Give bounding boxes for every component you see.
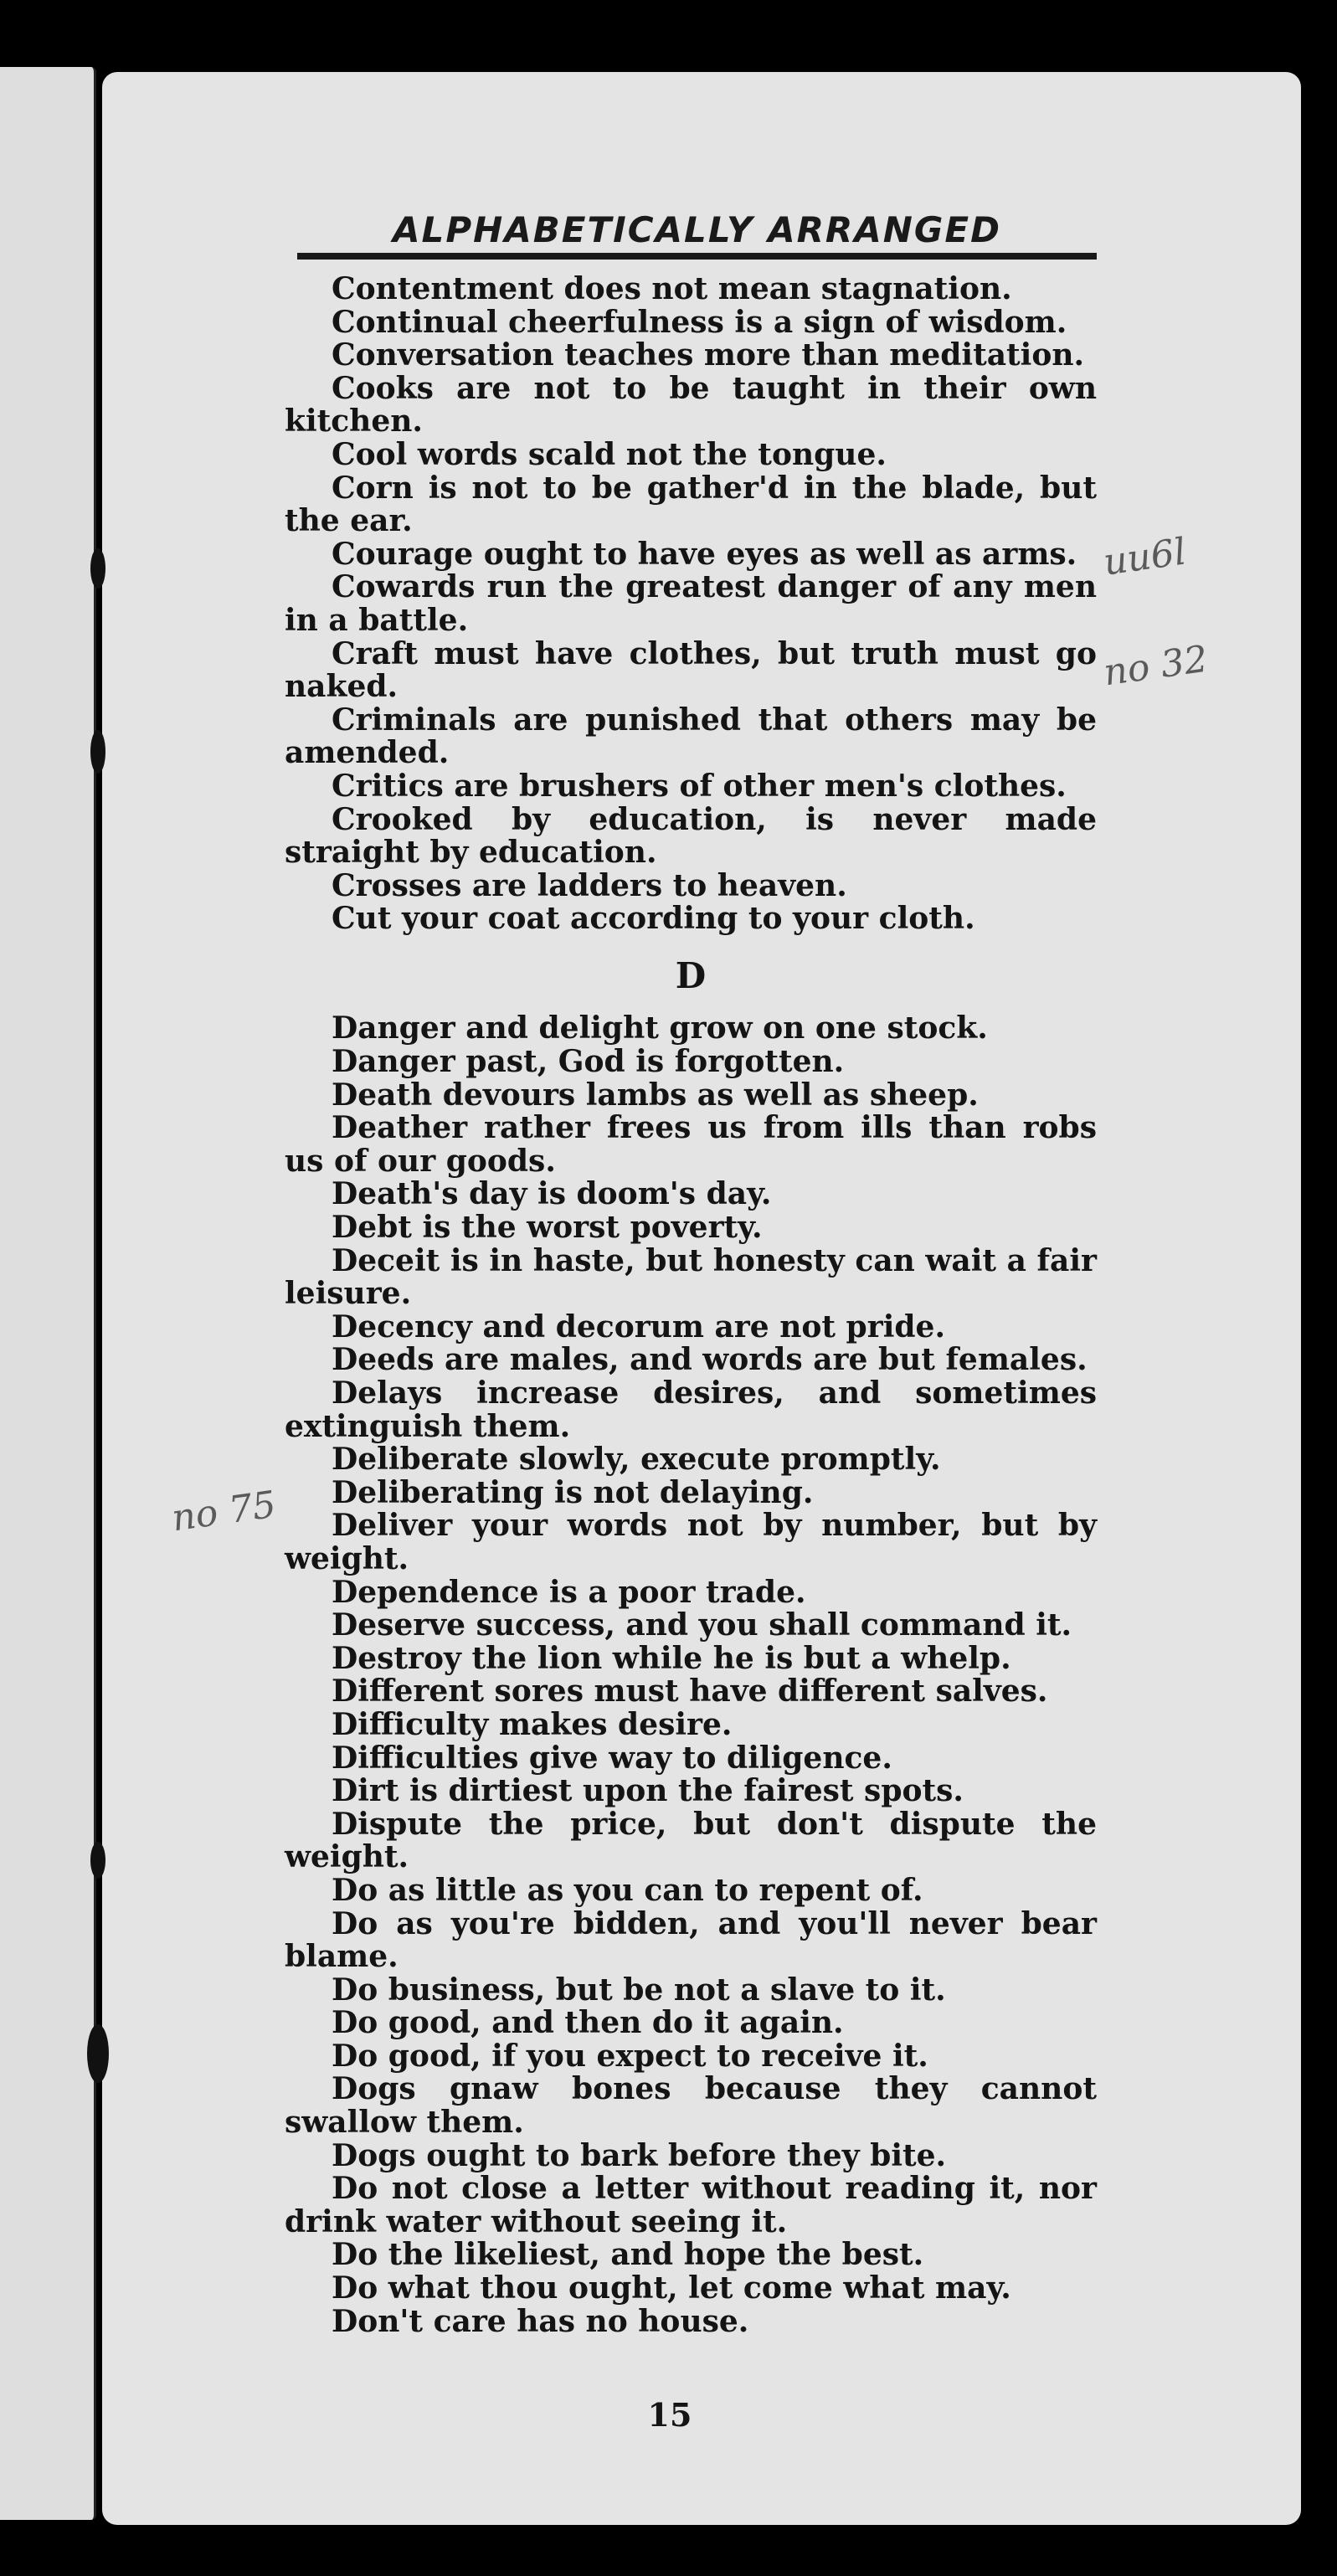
proverbs-d-list bbox=[285, 1012, 1097, 2338]
proverb-line: Cowards run the greatest danger of any men in a battle. bbox=[285, 569, 1097, 638]
proverb-line: Dogs ought to bark before they bite. bbox=[332, 2137, 947, 2173]
proverb-line: Don't care has no house. bbox=[332, 2303, 749, 2339]
proverb-line: Do the likeliest, and hope the best. bbox=[332, 2237, 924, 2273]
proverb-line: Danger past, God is forgotten. bbox=[332, 1044, 845, 1080]
proverb-line: Criminals are punished that others may be amended. bbox=[285, 702, 1097, 771]
proverb-line: Dirt is dirtiest upon the fairest spots. bbox=[332, 1773, 964, 1809]
proverb-line: Deceit is in haste, but honesty can wait a fair leisure. bbox=[285, 1242, 1097, 1312]
proverb-line: Do good, and then do it again. bbox=[332, 2005, 844, 2041]
proverb-line: Do as little as you can to repent of. bbox=[332, 1872, 923, 1908]
proverb-line: Dependence is a poor trade. bbox=[332, 1574, 806, 1610]
proverb-line: Cut your coat according to your cloth. bbox=[332, 901, 975, 937]
proverb-line: Do not close a letter without reading it, nor drink water without seeing it. bbox=[285, 2171, 1097, 2239]
proverb-line: Dogs gnaw bones because they cannot swallow them. bbox=[285, 2071, 1097, 2141]
proverb-line: Cooks are not to be taught in their own kitchen. bbox=[285, 370, 1097, 440]
section-letter: D bbox=[675, 954, 707, 996]
proverb-line: Decency and decorum are not pride. bbox=[332, 1309, 945, 1345]
handwritten-annotation: no 32 bbox=[1101, 637, 1211, 695]
proverb-line: Cool words scald not the tongue. bbox=[332, 436, 887, 472]
binding-mark bbox=[90, 730, 105, 774]
binding-mark bbox=[87, 2024, 109, 2083]
proverb-line: Do business, but be not a slave to it. bbox=[332, 1972, 946, 2008]
proverb-line: Destroy the lion while he is but a whelp. bbox=[332, 1640, 1011, 1676]
proverb-line: Different sores must have different salves. bbox=[332, 1674, 1048, 1710]
proverb-line: Deliberating is not delaying. bbox=[332, 1474, 814, 1510]
proverb-line: Critics are brushers of other men's clothes. bbox=[332, 768, 1067, 804]
proverb-line: Delays increase desires, and sometimes extinguish them. bbox=[285, 1375, 1097, 1444]
proverb-line: Crooked by education, is never made straight by education. bbox=[285, 801, 1097, 871]
proverb-line: Craft must have clothes, but truth must go naked. bbox=[285, 635, 1097, 705]
proverb-line: Do what thou ought, let come what may. bbox=[332, 2270, 1011, 2306]
proverb-line: Deeds are males, and words are but females. bbox=[332, 1342, 1088, 1378]
proverb-line: Death's day is doom's day. bbox=[332, 1176, 772, 1212]
page-number: 15 bbox=[647, 2396, 692, 2434]
proverb-line: Debt is the worst poverty. bbox=[332, 1210, 763, 1246]
proverb-line: Continual cheerfulness is a sign of wisdom. bbox=[332, 304, 1067, 340]
header-rule bbox=[297, 253, 1097, 260]
left-page-edge bbox=[0, 67, 96, 2520]
proverb-line: Corn is not to be gather'd in the blade, but the ear. bbox=[285, 470, 1097, 539]
proverbs-c-list bbox=[285, 273, 1097, 936]
proverb-line: Crosses are ladders to heaven. bbox=[332, 867, 847, 903]
proverb-line: Dispute the price, but don't dispute the weight. bbox=[285, 1806, 1097, 1875]
binding-mark bbox=[90, 548, 105, 589]
proverb-line: Deserve success, and you shall command it. bbox=[332, 1607, 1072, 1643]
proverb-line: Contentment does not mean stagnation. bbox=[332, 271, 1012, 306]
proverb-line: Deliberate slowly, execute promptly. bbox=[332, 1442, 941, 1478]
proverb-line: Do good, if you expect to receive it. bbox=[332, 2038, 928, 2074]
handwritten-annotation: no 75 bbox=[169, 1483, 279, 1540]
proverb-line: Do as you're bidden, and you'll never bear blame. bbox=[285, 1905, 1097, 1975]
proverb-line: Deather rather frees us from ills than robs us of our goods. bbox=[285, 1110, 1097, 1179]
proverb-line: Difficulty makes desire. bbox=[332, 1706, 733, 1742]
proverb-line: Conversation teaches more than meditation. bbox=[332, 337, 1085, 373]
proverb-line: Deliver your words not by number, but by weight. bbox=[285, 1508, 1097, 1576]
proverb-line: Danger and delight grow on one stock. bbox=[332, 1010, 988, 1046]
binding-mark bbox=[90, 1842, 105, 1879]
proverb-line: Courage ought to have eyes as well as arms. bbox=[332, 536, 1077, 572]
page-header-title: ALPHABETICALLY ARRANGED bbox=[393, 209, 1001, 250]
proverbs-text bbox=[285, 273, 1097, 2338]
proverb-line: Difficulties give way to diligence. bbox=[332, 1740, 892, 1776]
handwritten-annotation: uu6l bbox=[1100, 530, 1189, 584]
proverb-line: Death devours lambs as well as sheep. bbox=[332, 1077, 979, 1113]
